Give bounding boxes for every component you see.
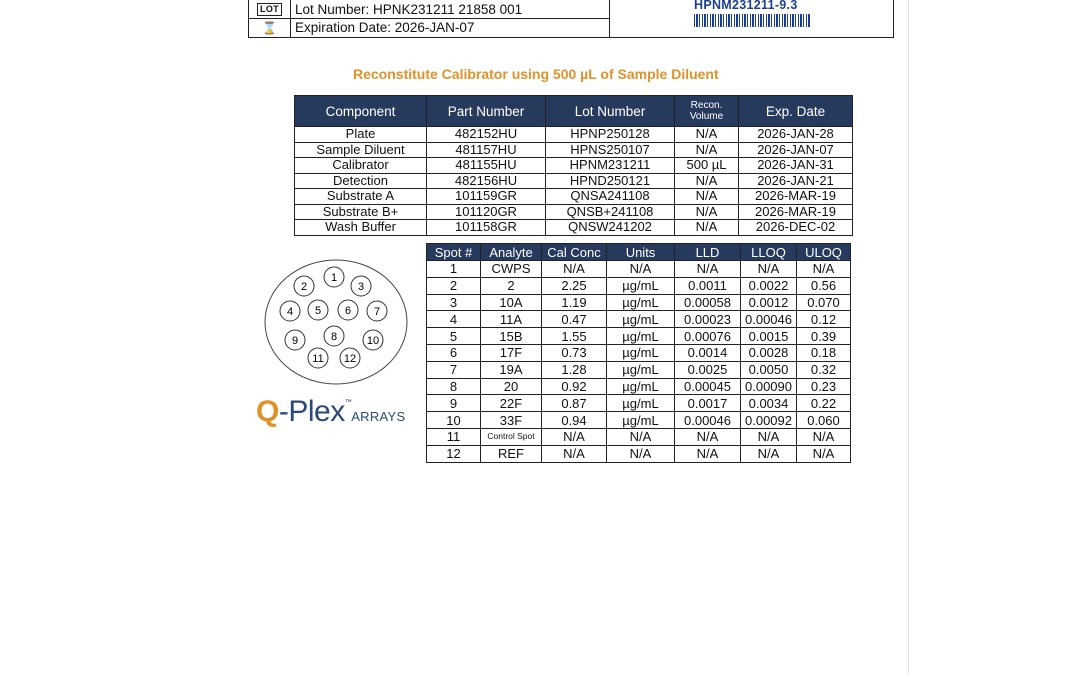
table-cell: CWPS <box>481 261 542 278</box>
col-header: Cal Conc <box>542 244 607 261</box>
table-cell: 1.28 <box>542 361 607 378</box>
expiration-date: Expiration Date: 2026-JAN-07 <box>295 20 475 35</box>
table-cell: N/A <box>797 428 851 445</box>
table-cell: N/A <box>675 261 741 278</box>
spot-row <box>427 428 851 445</box>
table-cell: 22F <box>481 395 542 412</box>
spot-row <box>427 395 851 412</box>
spot-row <box>427 344 851 361</box>
table-cell: N/A <box>542 445 607 462</box>
table-cell: 482152HU <box>427 127 546 143</box>
spot-row <box>427 328 851 345</box>
table-cell: 0.92 <box>542 378 607 395</box>
table-cell: Substrate A <box>295 189 427 205</box>
table-cell: Sample Diluent <box>295 142 427 158</box>
spot-label: 2 <box>300 281 308 293</box>
component-row <box>295 142 853 158</box>
table-cell: 2026-JAN-21 <box>739 173 853 189</box>
table-cell: 10 <box>427 412 481 429</box>
spot-label: 12 <box>343 353 357 365</box>
table-cell: 3 <box>427 294 481 311</box>
table-cell: 2 <box>481 277 542 294</box>
table-cell: 0.0012 <box>741 294 797 311</box>
table-cell: 0.23 <box>797 378 851 395</box>
spot-row <box>427 412 851 429</box>
table-cell: N/A <box>797 445 851 462</box>
barcode-icon <box>694 14 810 27</box>
spot-diagram <box>262 258 410 386</box>
table-cell: N/A <box>675 428 741 445</box>
spot-label: 9 <box>291 335 299 347</box>
components-header-row <box>295 96 853 127</box>
table-cell: 1.55 <box>542 328 607 345</box>
table-cell: 0.00090 <box>741 378 797 395</box>
spot-row <box>427 311 851 328</box>
lot-code: HPNM231211-9.3 <box>694 0 798 12</box>
table-cell: Control Spot <box>481 428 542 445</box>
spot-row <box>427 361 851 378</box>
table-cell: 8 <box>427 378 481 395</box>
spot-row <box>427 261 851 278</box>
table-cell: 0.0050 <box>741 361 797 378</box>
table-cell: Substrate B+ <box>295 204 427 220</box>
table-cell: 33F <box>481 412 542 429</box>
table-cell: 101159GR <box>427 189 546 205</box>
table-cell: N/A <box>675 142 739 158</box>
table-cell: 101158GR <box>427 220 546 236</box>
table-cell: 0.00046 <box>675 412 741 429</box>
table-cell: 0.22 <box>797 395 851 412</box>
spot-label: 4 <box>286 306 294 318</box>
component-row <box>295 158 853 174</box>
col-header: Lot Number <box>546 96 675 127</box>
table-cell: 0.0015 <box>741 328 797 345</box>
table-cell: 500 µL <box>675 158 739 174</box>
table-cell: 2026-MAR-19 <box>739 189 853 205</box>
spots-header-row <box>427 244 851 261</box>
table-cell: 0.47 <box>542 311 607 328</box>
component-row <box>295 173 853 189</box>
table-cell: 4 <box>427 311 481 328</box>
table-cell: N/A <box>741 445 797 462</box>
col-header: Analyte <box>481 244 542 261</box>
table-cell: 0.00045 <box>675 378 741 395</box>
table-cell: 0.87 <box>542 395 607 412</box>
col-header: LLOQ <box>741 244 797 261</box>
table-cell: 1 <box>427 261 481 278</box>
table-cell: QNSB+241108 <box>546 204 675 220</box>
table-cell: 12 <box>427 445 481 462</box>
table-cell: Calibrator <box>295 158 427 174</box>
component-row <box>295 189 853 205</box>
expiration-row <box>249 18 609 37</box>
table-cell: Wash Buffer <box>295 220 427 236</box>
table-cell: QNSA241108 <box>546 189 675 205</box>
table-cell: 0.0028 <box>741 344 797 361</box>
table-cell: N/A <box>607 445 675 462</box>
col-header: Part Number <box>427 96 546 127</box>
table-cell: 2 <box>427 277 481 294</box>
table-cell: Detection <box>295 173 427 189</box>
table-cell: N/A <box>675 173 739 189</box>
table-cell: 0.00023 <box>675 311 741 328</box>
page-title: Reconstitute Calibrator using 500 µL of Sample Diluent <box>353 66 719 82</box>
table-cell: 481155HU <box>427 158 546 174</box>
q-plex-logo: Q-Plex™ARRAYS <box>256 395 406 428</box>
table-cell: N/A <box>607 428 675 445</box>
table-cell: N/A <box>675 189 739 205</box>
table-cell: 2026-JAN-07 <box>739 142 853 158</box>
table-cell: 2026-MAR-19 <box>739 204 853 220</box>
table-cell: HPNP250128 <box>546 127 675 143</box>
table-cell: HPNM231211 <box>546 158 675 174</box>
table-cell: 19A <box>481 361 542 378</box>
spot-label: 3 <box>357 281 365 293</box>
table-cell: µg/mL <box>607 412 675 429</box>
kit-header <box>248 0 894 38</box>
table-cell: µg/mL <box>607 361 675 378</box>
spot-row <box>427 277 851 294</box>
table-cell: HPND250121 <box>546 173 675 189</box>
spot-label: 11 <box>312 353 324 365</box>
table-cell: 0.32 <box>797 361 851 378</box>
spot-label: 10 <box>366 335 380 347</box>
table-cell: 0.00092 <box>741 412 797 429</box>
table-cell: 0.0017 <box>675 395 741 412</box>
table-cell: N/A <box>675 127 739 143</box>
spots-table <box>426 243 851 463</box>
table-cell: 2026-JAN-31 <box>739 158 853 174</box>
col-header: Units <box>607 244 675 261</box>
table-cell: 482156HU <box>427 173 546 189</box>
table-cell: µg/mL <box>607 277 675 294</box>
spot-label: 5 <box>314 305 322 317</box>
table-cell: 0.18 <box>797 344 851 361</box>
components-table <box>294 95 853 236</box>
table-cell: N/A <box>741 261 797 278</box>
table-cell: 0.0034 <box>741 395 797 412</box>
component-row <box>295 204 853 220</box>
table-cell: µg/mL <box>607 311 675 328</box>
table-cell: QNSW241202 <box>546 220 675 236</box>
col-header: ULOQ <box>797 244 851 261</box>
table-cell: N/A <box>675 445 741 462</box>
table-cell: 2026-DEC-02 <box>739 220 853 236</box>
table-cell: N/A <box>542 261 607 278</box>
table-cell: 481157HU <box>427 142 546 158</box>
header-divider <box>609 0 610 38</box>
table-cell: N/A <box>675 220 739 236</box>
table-cell: 2.25 <box>542 277 607 294</box>
table-cell: 0.00058 <box>675 294 741 311</box>
table-cell: N/A <box>797 261 851 278</box>
table-cell: 0.070 <box>797 294 851 311</box>
col-header: Component <box>295 96 427 127</box>
lot-number: Lot Number: HPNK231211 21858 001 <box>295 2 523 17</box>
table-cell: 0.0011 <box>675 277 741 294</box>
col-header: Spot # <box>427 244 481 261</box>
component-row <box>295 220 853 236</box>
table-cell: 2026-JAN-28 <box>739 127 853 143</box>
lot-number-row <box>249 0 609 19</box>
table-cell: 6 <box>427 344 481 361</box>
table-cell: 0.0014 <box>675 344 741 361</box>
spot-row <box>427 445 851 462</box>
col-header <box>675 96 739 127</box>
table-cell: HPNS250107 <box>546 142 675 158</box>
table-cell: µg/mL <box>607 328 675 345</box>
table-cell: N/A <box>741 428 797 445</box>
recon-volume-header: Recon. Volume <box>689 100 724 122</box>
col-header: LLD <box>675 244 741 261</box>
table-cell: µg/mL <box>607 395 675 412</box>
table-cell: 20 <box>481 378 542 395</box>
table-cell: 101120GR <box>427 204 546 220</box>
table-cell: µg/mL <box>607 344 675 361</box>
table-cell: 7 <box>427 361 481 378</box>
table-cell: N/A <box>675 204 739 220</box>
table-cell: 0.94 <box>542 412 607 429</box>
table-cell: 0.00076 <box>675 328 741 345</box>
spot-label: 7 <box>373 306 381 318</box>
table-cell: 0.56 <box>797 277 851 294</box>
table-cell: 0.39 <box>797 328 851 345</box>
spot-label: 6 <box>344 305 352 317</box>
spot-label: 8 <box>330 331 338 343</box>
component-row <box>295 127 853 143</box>
table-cell: µg/mL <box>607 294 675 311</box>
table-cell: N/A <box>542 428 607 445</box>
spot-label: 1 <box>330 272 338 284</box>
table-cell: Plate <box>295 127 427 143</box>
table-cell: 0.0025 <box>675 361 741 378</box>
table-cell: 11 <box>427 428 481 445</box>
table-cell: 0.12 <box>797 311 851 328</box>
table-cell: 0.00046 <box>741 311 797 328</box>
table-cell: 15B <box>481 328 542 345</box>
table-cell: 11A <box>481 311 542 328</box>
col-header: Exp. Date <box>739 96 853 127</box>
table-cell: 0.73 <box>542 344 607 361</box>
table-cell: 9 <box>427 395 481 412</box>
spot-row <box>427 378 851 395</box>
table-cell: 1.19 <box>542 294 607 311</box>
table-cell: 5 <box>427 328 481 345</box>
page-edge <box>908 0 909 675</box>
table-cell: 0.0022 <box>741 277 797 294</box>
lot-icon: LOT <box>249 0 291 19</box>
table-cell: µg/mL <box>607 378 675 395</box>
hourglass-icon: ⌛ <box>249 18 291 37</box>
table-cell: REF <box>481 445 542 462</box>
table-cell: 17F <box>481 344 542 361</box>
table-cell: N/A <box>607 261 675 278</box>
spot-row <box>427 294 851 311</box>
table-cell: 10A <box>481 294 542 311</box>
table-cell: 0.060 <box>797 412 851 429</box>
